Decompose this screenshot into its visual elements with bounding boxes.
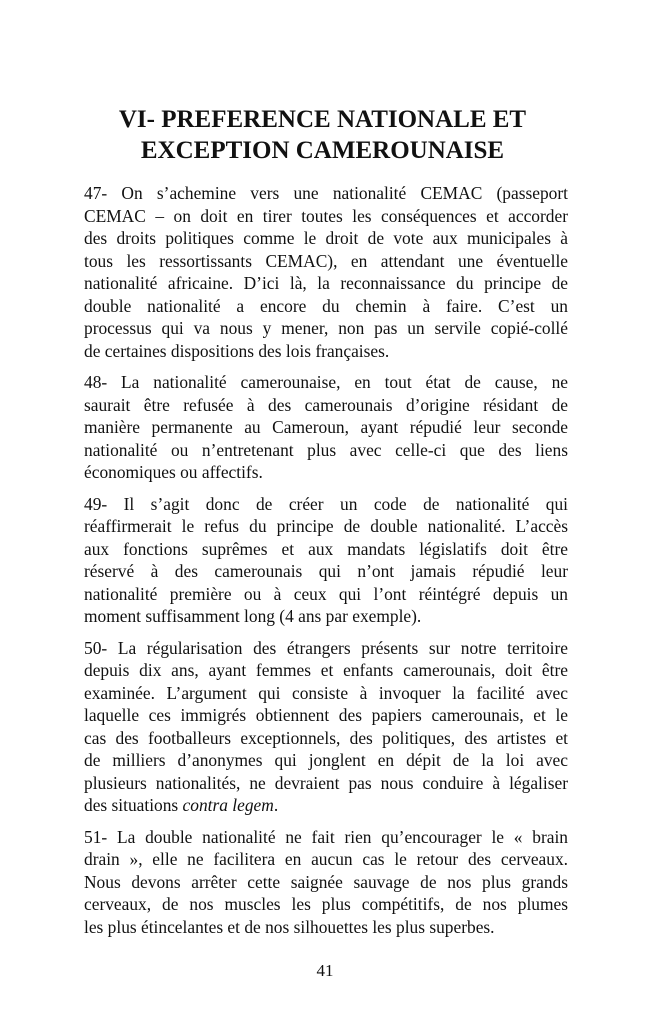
text-line: aux fonctions suprêmes et aux mandats législatifs doit être [84, 538, 568, 559]
paragraph-49 [84, 493, 568, 628]
text-line: nationalité africaine. D’ici là, la reconnaissance du principe de [84, 273, 568, 293]
text-line: moment suffisamment long (4 ans par exemple). [84, 606, 422, 626]
text-line: examinée. L’argument qui consiste à invoquer la facilité avec [84, 682, 568, 703]
text-line: tous les ressortissants CEMAC), en attendant une éventuelle [84, 250, 568, 271]
text-line: double nationalité a encore du chemin à faire. C’est un [84, 295, 568, 316]
text-line: nationalité ou n’entretenant plus avec celle-ci que des liens [84, 439, 568, 460]
text-fragment: des situations [84, 795, 183, 815]
paragraph-50 [84, 637, 568, 817]
text-line: drain », elle ne facilitera en aucun cas le retour des cerveaux. [84, 849, 568, 869]
text-line: Nous devons arrêter cette saignée sauvage de nos plus grands [84, 871, 568, 892]
text-line: 51- La double nationalité ne fait rien qu’encourager le « brain [84, 826, 568, 847]
text-line: depuis dix ans, ayant femmes et enfants camerounais, doit être [84, 660, 568, 680]
body-text [84, 182, 568, 947]
text-line [84, 794, 568, 817]
paragraph-47 [84, 182, 568, 362]
paragraph-48 [84, 371, 568, 484]
page-number: 41 [316, 961, 334, 980]
text-line: 50- La régularisation des étrangers présents sur notre territoire [84, 637, 568, 658]
heading-line-2: EXCEPTION CAMEROUNAISE [140, 137, 505, 164]
text-line: cerveaux, de nos muscles les plus compétitifs, de nos plumes [84, 894, 568, 914]
chapter-heading [80, 104, 565, 166]
text-line: laquelle ces immigrés obtiennent des papiers camerounais, et le [84, 705, 568, 725]
text-line: les plus étincelantes et de nos silhouettes les plus superbes. [84, 916, 495, 937]
text-line: manière permanente au Cameroun, ayant répudié leur seconde [84, 417, 568, 437]
text-line: plusieurs nationalités, ne devraient pas nous conduire à légaliser [84, 772, 568, 793]
text-line: économiques ou affectifs. [84, 462, 263, 482]
text-line: 48- La nationalité camerounaise, en tout état de cause, ne [84, 372, 568, 392]
text-line: saurait être refusée à des camerounais d’origine résidant de [84, 394, 568, 415]
text-line: réservé à des camerounais qui n’ont jamais répudié leur [84, 561, 568, 581]
heading-line-1: VI- PREFERENCE NATIONALE ET [118, 106, 527, 133]
text-line: de certaines dispositions des lois françaises. [84, 340, 390, 361]
text-fragment: . [273, 795, 279, 815]
text-line: cas des footballeurs exceptionnels, des politiques, des artistes et [84, 727, 568, 748]
italic-latin-phrase: contra legem [182, 795, 274, 815]
text-line: réaffirmerait le refus du principe de double nationalité. L’accès [84, 516, 568, 536]
paragraph-51 [84, 826, 568, 939]
text-line: de milliers d’anonymes qui jonglent en dépit de la loi avec [84, 750, 568, 770]
text-line: 49- Il s’agit donc de créer un code de nationalité qui [84, 493, 568, 514]
text-line: 47- On s’achemine vers une nationalité CEMAC (passeport [84, 183, 568, 203]
text-line: nationalité première ou à ceux qui l’ont réintégré depuis un [84, 583, 568, 604]
text-line: des droits politiques comme le droit de vote aux municipales à [84, 228, 568, 248]
text-line: CEMAC – on doit en tirer toutes les conséquences et accorder [84, 205, 568, 226]
text-line: processus qui va nous y mener, non pas un servile copié-collé [84, 318, 568, 338]
